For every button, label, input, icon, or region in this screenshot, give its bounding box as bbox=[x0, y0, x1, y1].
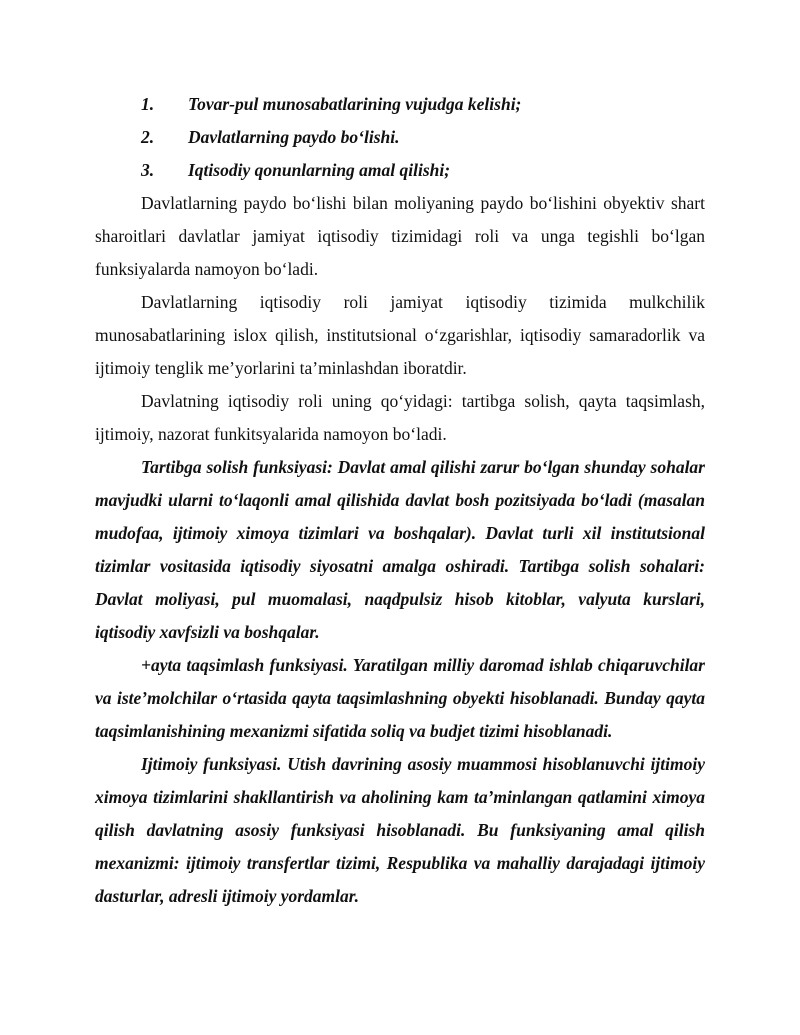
paragraph-regulation-function: Tartibga solish funksiyasi: Davlat amal qilishi zarur bo‘lgan shunday sohalar mavjudki ularni to‘laqonli amal qilishida davlat bosh pozitsiyada bo‘ladi (masalan mudofaa, ijtimoiy ximoya tizimlari va boshqalar). Davlat turli xil institutsional tizimlar vositasida iqtisodiy siyosatni amalga oshiradi. Tartibga solish sohalari: Davlat moliyasi, pul muomalasi, naqdpulsiz hisob kitoblar, valyuta kurslari, iqtisodiy xavfsizli va boshqalar. bbox=[95, 457, 705, 642]
list-text: Tovar-pul munosabatlarining vujudga kelishi; bbox=[188, 94, 522, 114]
paragraph-redistribution-function: +ayta taqsimlash funksiyasi. Yaratilgan milliy daromad ishlab chiqaruvchilar va iste’molchilar o‘rtasida qayta taqsimlashning obyekti hisoblanadi. Bunday qayta taqsimlanishining mexanizmi sifatida soliq va budjet tizimi hisoblanadi. bbox=[95, 655, 705, 741]
list-item-3 bbox=[95, 154, 705, 187]
paragraph-economic-role: Davlatlarning iqtisodiy roli jamiyat iqtisodiy tizimida mulkchilik munosabatlarining islox qilish, institutsional o‘zgarishlar, iqtisodiy samaradorlik va ijtimoiy tenglik me’yorlarini ta’minlashdan iboratdir. bbox=[95, 292, 705, 378]
list-text: Davlatlarning paydo bo‘lishi. bbox=[188, 127, 400, 147]
list-number: 3. bbox=[141, 160, 155, 180]
list-text: Iqtisodiy qonunlarning amal qilishi; bbox=[188, 160, 451, 180]
list-item-2 bbox=[95, 121, 705, 154]
list-number: 2. bbox=[141, 127, 155, 147]
paragraph-state-emergence: Davlatlarning paydo bo‘lishi bilan moliyaning paydo bo‘lishini obyektiv shart sharoitlari davlatlar jamiyat iqtisodiy tizimidagi roli va unga tegishli bo‘lgan funksiyalarda namoyon bo‘ladi. bbox=[95, 193, 705, 279]
list-number: 1. bbox=[141, 94, 155, 114]
paragraph-social-function: Ijtimoiy funksiyasi. Utish davrining asosiy muammosi hisoblanuvchi ijtimoiy ximoya tizimlarini shakllantirish va aholining kam ta’minlangan qatlamini ximoya qilish davlatning asosiy funksiyasi hisoblanadi. Bu funksiyaning amal qilish mexanizmi: ijtimoiy transfertlar tizimi, Respublika va mahalliy darajadagi ijtimoiy dasturlar, adresli ijtimoiy yordamlar. bbox=[95, 754, 705, 906]
list-item-1 bbox=[95, 88, 705, 121]
paragraph-functions-list: Davlatning iqtisodiy roli uning qo‘yidagi: tartibga solish, qayta taqsimlash, ijtimoiy, nazorat funkitsyalarida namoyon bo‘ladi. bbox=[95, 391, 705, 444]
